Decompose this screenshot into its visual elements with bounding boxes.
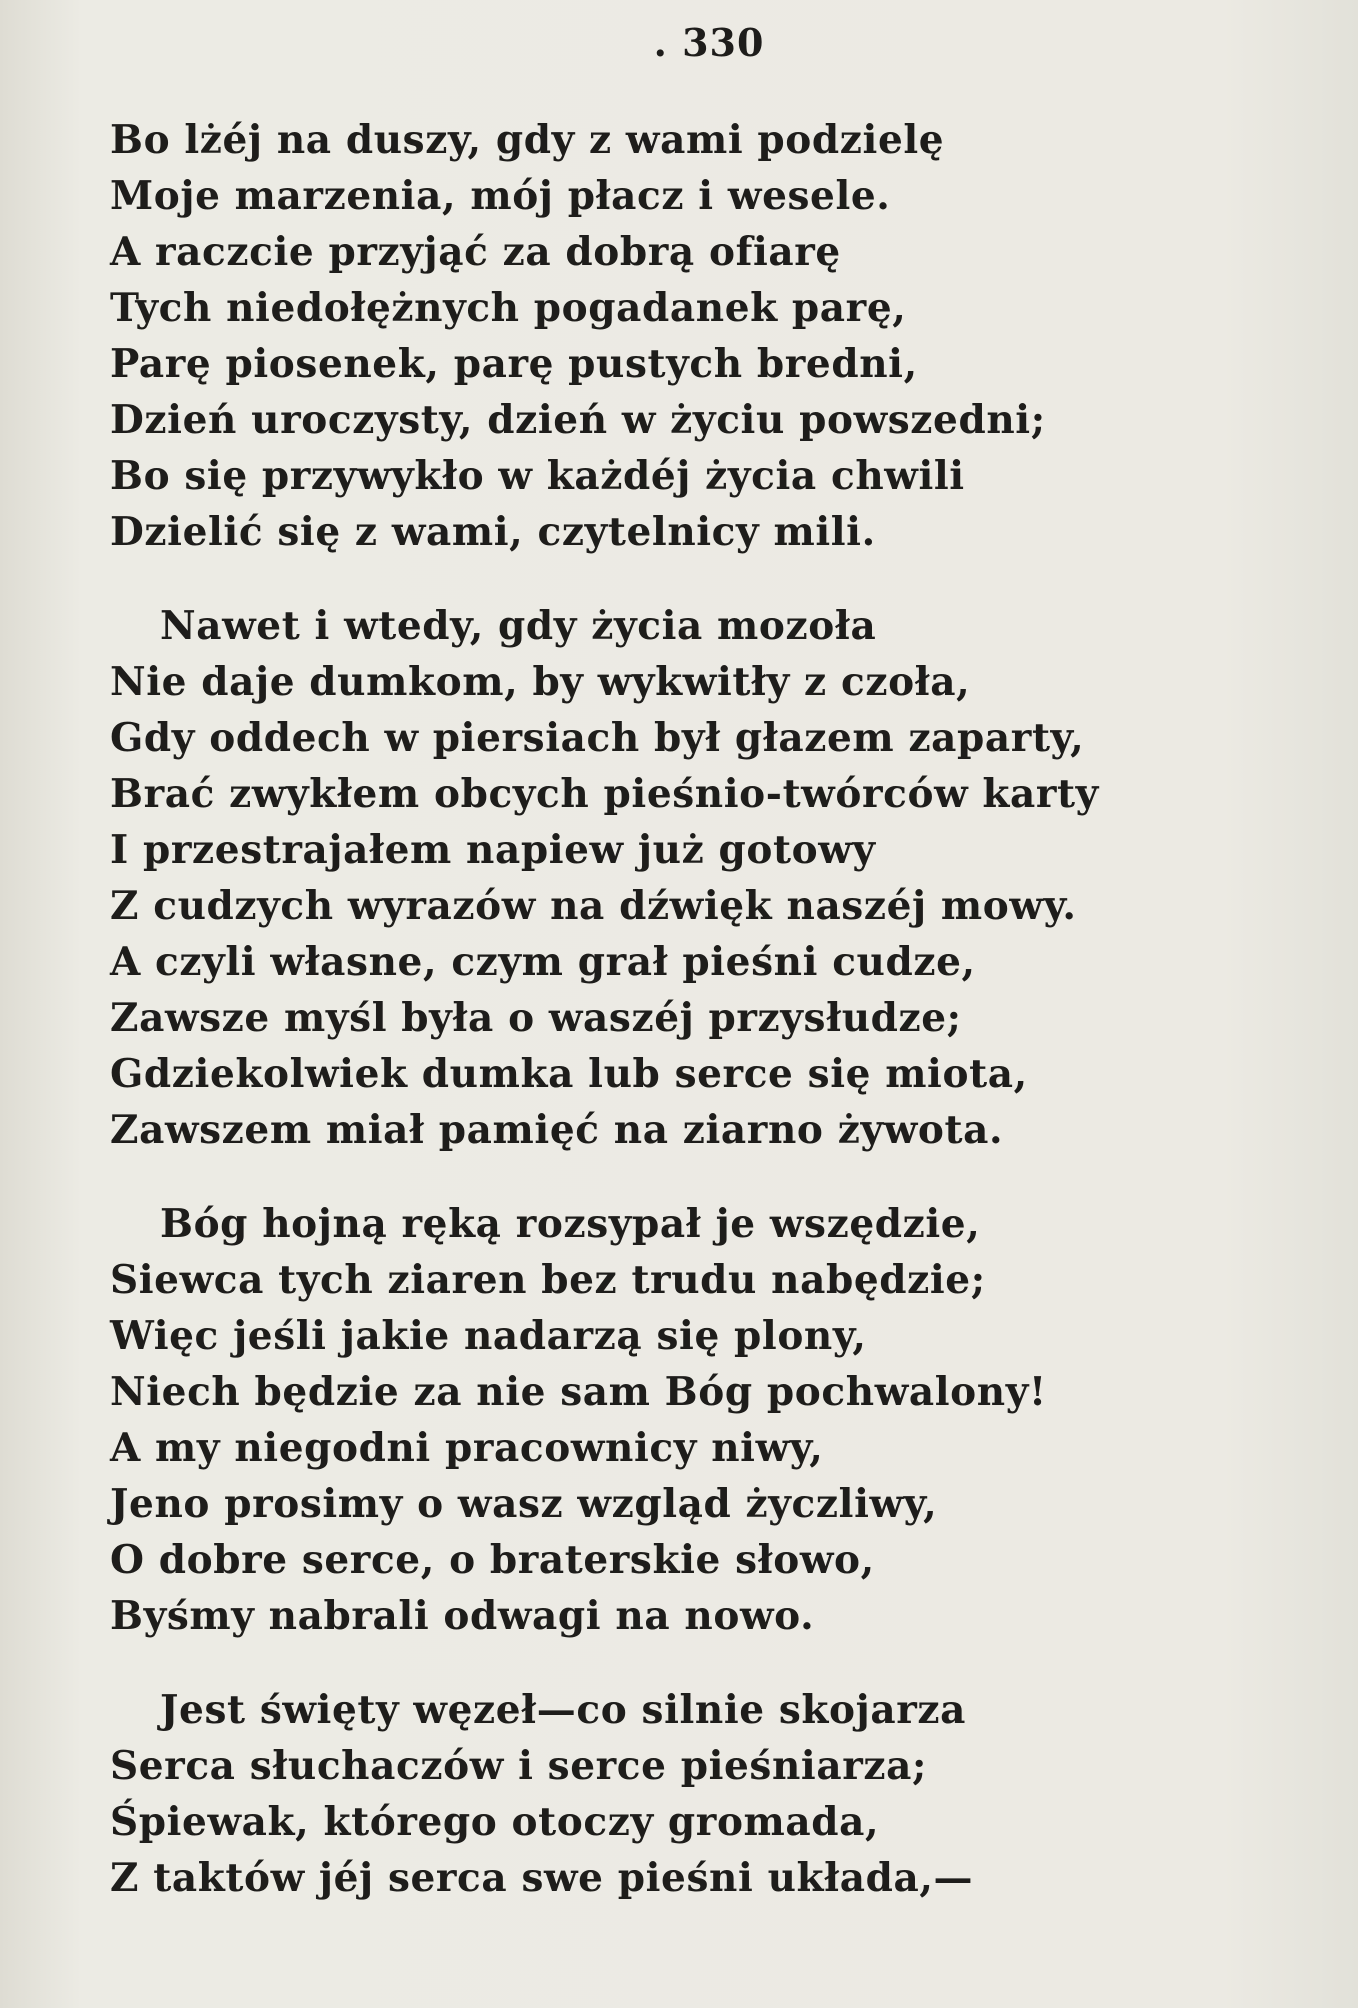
- poem-line: Z taktów jéj serca swe pieśni układa,—: [110, 1855, 974, 1901]
- poem-line: Jeno prosimy o wasz wzgląd życzliwy,: [110, 1481, 938, 1527]
- poem-line: Tych niedołężnych pogadanek parę,: [110, 285, 907, 331]
- poem-line: Dzielić się z wami, czytelnicy mili.: [110, 509, 876, 555]
- poem-line: Nawet i wtedy, gdy życia mozoła: [160, 603, 877, 649]
- poem-line: Bóg hojną ręką rozsypał je wszędzie,: [160, 1201, 981, 1247]
- poem-text: [110, 112, 1170, 1944]
- poem-line: Parę piosenek, parę pustych bredni,: [110, 341, 918, 387]
- poem-line: A raczcie przyjąć za dobrą ofiarę: [110, 229, 841, 275]
- poem-line: Z cudzych wyrazów na dźwięk naszéj mowy.: [110, 883, 1077, 929]
- stanza-1: [110, 112, 1170, 560]
- poem-line: Byśmy nabrali odwagi na nowo.: [110, 1593, 815, 1639]
- poem-line: Zawszem miał pamięć na ziarno żywota.: [110, 1107, 1004, 1153]
- poem-line: Śpiewak, którego otoczy gromada,: [110, 1799, 880, 1845]
- poem-line: Gdziekolwiek dumka lub serce się miota,: [110, 1051, 1028, 1097]
- poem-line: A czyli własne, czym grał pieśni cudze,: [110, 939, 976, 985]
- poem-line: Brać zwykłem obcych pieśnio-twórców karty: [110, 771, 1099, 817]
- poem-line: Dzień uroczysty, dzień w życiu powszedni;: [110, 397, 1046, 443]
- poem-line: Bo lżéj na duszy, gdy z wami podzielę: [110, 117, 945, 163]
- poem-line: Gdy oddech w piersiach był głazem zaparty,: [110, 715, 1085, 761]
- page-number: . 330: [653, 20, 765, 65]
- stanza-2: [110, 598, 1170, 1158]
- stanza-3: [110, 1196, 1170, 1644]
- poem-line: Moje marzenia, mój płacz i wesele.: [110, 173, 891, 219]
- poem-line: Jest święty węzeł—co silnie skojarza: [160, 1687, 966, 1733]
- poem-line: Bo się przywykło w każdéj życia chwili: [110, 453, 965, 499]
- poem-line: Zawsze myśl była o waszéj przysłudze;: [110, 995, 962, 1041]
- poem-line: Więc jeśli jakie nadarzą się plony,: [110, 1313, 867, 1359]
- stanza-4: [110, 1682, 1170, 1906]
- poem-line: O dobre serce, o braterskie słowo,: [110, 1537, 875, 1583]
- poem-line: Serca słuchaczów i serce pieśniarza;: [110, 1743, 927, 1789]
- poem-line: Siewca tych ziaren bez trudu nabędzie;: [110, 1257, 986, 1303]
- poem-line: Niech będzie za nie sam Bóg pochwalony!: [110, 1369, 1047, 1415]
- poem-line: A my niegodni pracownicy niwy,: [110, 1425, 824, 1471]
- poem-line: Nie daje dumkom, by wykwitły z czoła,: [110, 659, 971, 705]
- poem-line: I przestrajałem napiew już gotowy: [110, 827, 876, 873]
